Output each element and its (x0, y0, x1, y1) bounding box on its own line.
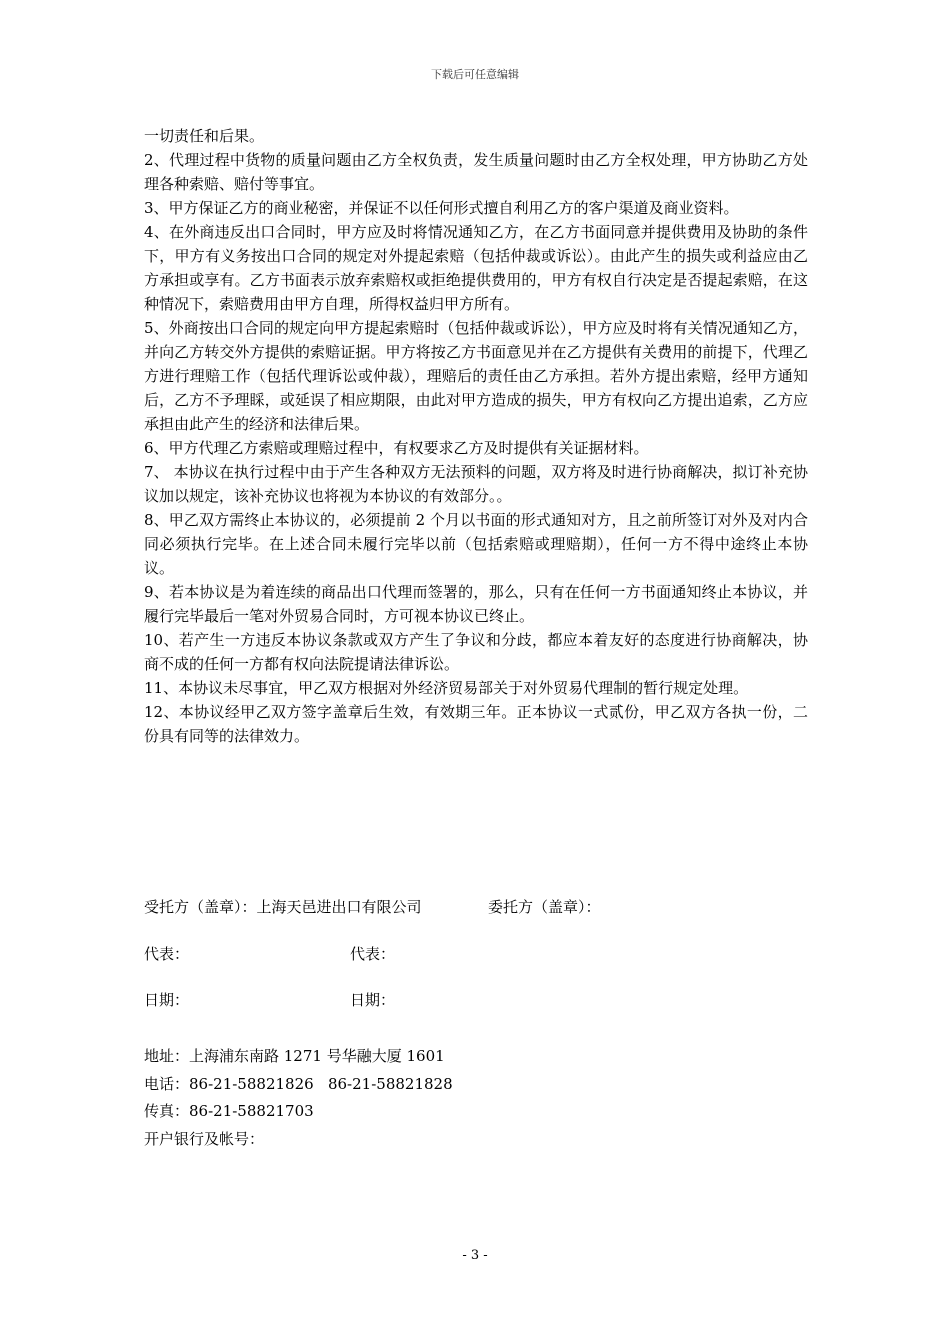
trustee-representative-label: 代表： (144, 945, 190, 963)
representative-row (144, 942, 396, 966)
signature-parties-row (144, 895, 601, 919)
clause-10: 10、若产生一方违反本协议条款或双方产生了争议和分歧，都应本着友好的态度进行协商解决，协商不成的任何一方都有权向法院提请法律诉讼。 (144, 631, 808, 673)
page-number: - 3 - (462, 1248, 488, 1263)
clause-11: 11、本协议未尽事宜，甲乙双方根据对外经济贸易部关于对外贸易代理制的暂行规定处理。 (144, 679, 749, 697)
clause-5: 5、外商按出口合同的规定向甲方提起索赔时（包括仲裁或诉讼），甲方应及时将有关情况通知乙方，并向乙方转交外方提供的索赔证据。甲方将按乙方书面意见并在乙方提供有关费用的前提下，代理乙方进行理赔工作（包括代理诉讼或仲裁），理赔后的责任由乙方承担。若外方提出索赔，经甲方通知后，乙方不予理睬，或延误了相应期限，由此对甲方造成的损失，甲方有权向乙方提出追索，乙方应承担由此产生的经济和法律后果。 (144, 319, 808, 433)
clause-2: 2、代理过程中货物的质量问题由乙方全权负责，发生质量问题时由乙方全权处理，甲方协助乙方处理各种索赔、赔付等事宜。 (144, 151, 808, 193)
clause-6: 6、甲方代理乙方索赔或理赔过程中，有权要求乙方及时提供有关证据材料。 (144, 439, 649, 457)
clause-12: 12、本协议经甲乙双方签字盖章后生效，有效期三年。正本协议一式贰份，甲乙双方各执一份，二份具有同等的法律效力。 (144, 703, 808, 745)
fax-line: 传真：86-21-58821703 (144, 1102, 314, 1120)
date-row (144, 988, 396, 1012)
clause-9: 9、若本协议是为着连续的商品出口代理而签署的，那么，只有在任何一方书面通知终止本协议，并履行完毕最后一笔对外贸易合同时，方可视本协议已终止。 (144, 583, 808, 625)
address-line: 地址：上海浦东南路 1271 号华融大厦 1601 (144, 1047, 445, 1065)
trustee-seal-label: 受托方（盖章）：上海天邑进出口有限公司 (144, 898, 422, 916)
principal-seal-label: 委托方（盖章）： (488, 898, 601, 916)
clause-3: 3、甲方保证乙方的商业秘密，并保证不以任何形式擅自利用乙方的客户渠道及商业资料。 (144, 199, 739, 217)
principal-date-label: 日期： (350, 991, 396, 1009)
trustee-date-label: 日期： (144, 991, 190, 1009)
clause-7: 7、 本协议在执行过程中由于产生各种双方无法预料的问题，双方将及时进行协商解决，拟订补充协议加以规定，该补充协议也将视为本协议的有效部分。。 (144, 463, 808, 505)
agreement-clauses (144, 124, 808, 748)
phone-line: 电话：86-21-58821826 86-21-58821828 (144, 1074, 453, 1093)
principal-representative-label: 代表： (350, 945, 396, 963)
header-note: 下载后可任意编辑 (431, 68, 519, 81)
clause-4: 4、在外商违反出口合同时，甲方应及时将情况通知乙方，在乙方书面同意并提供费用及协助的条件下，甲方有义务按出口合同的规定对外提起索赔（包括仲裁或诉讼）。由此产生的损失或利益应由乙方承担或享有。乙方书面表示放弃索赔权或拒绝提供费用的，甲方有权自行决定是否提起索赔，在这种情况下，索赔费用由甲方自理，所得权益归甲方所有。 (144, 223, 808, 313)
clause-8: 8、甲乙双方需终止本协议的，必须提前 2 个月以书面的形式通知对方，且之前所签订对外及对内合同必须执行完毕。在上述合同未履行完毕以前（包括索赔或理赔期），任何一方不得中途终止本协议。 (144, 511, 808, 577)
contact-info (144, 1043, 453, 1153)
clause-continuation: 一切责任和后果。 (144, 127, 265, 145)
bank-account-line: 开户银行及帐号： (144, 1129, 265, 1148)
